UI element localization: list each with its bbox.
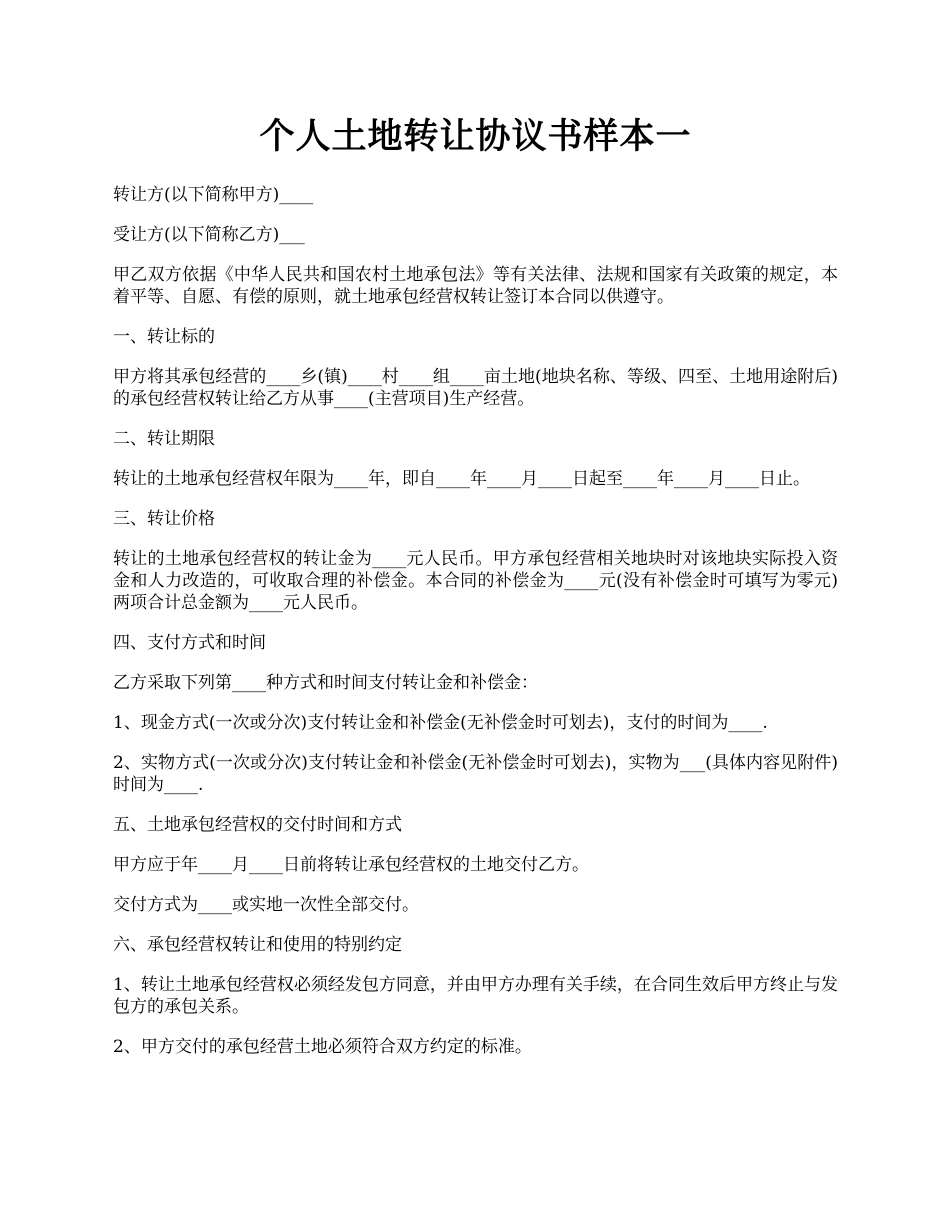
section-6-item-1: 1、转让土地承包经营权必须经发包方同意，并由甲方办理有关手续，在合同生效后甲方终止与发包方的承包关系。 (113, 975, 838, 1017)
section-3-paragraph: 转让的土地承包经营权的转让金为____元人民币。甲方承包经营相关地块时对该地块实际投入资金和人力改造的，可收取合理的补偿金。本合同的补偿金为____元(没有补偿金时可填写为零元)两项合计总金额为____元人民币。 (113, 549, 838, 613)
section-heading-4: 四、支付方式和时间 (113, 633, 266, 653)
section-4-item-2: 2、实物方式(一次或分次)支付转让金和补偿金(无补偿金时可划去)，实物为___(具体内容见附件)时间为____. (113, 753, 838, 795)
section-heading-5: 五、土地承包经营权的交付时间和方式 (113, 815, 402, 835)
document-body (113, 184, 838, 1058)
document-title: 个人土地转让协议书样本一 (259, 116, 692, 157)
party-a-line: 转让方(以下简称甲方)____ (113, 185, 314, 205)
section-5-paragraph-1: 甲方应于年____月____日前将转让承包经营权的土地交付乙方。 (113, 855, 589, 875)
section-2-paragraph: 转让的土地承包经营权年限为____年，即自____年____月____日起至____年____月____日止。 (113, 469, 810, 489)
section-heading-6: 六、承包经营权转让和使用的特别约定 (113, 935, 402, 955)
section-heading-2: 二、转让期限 (113, 429, 215, 449)
section-1-paragraph: 甲方将其承包经营的____乡(镇)____村____组____亩土地(地块名称、等级、四至、土地用途附后)的承包经营权转让给乙方从事____(主营项目)生产经营。 (113, 367, 838, 409)
section-4-paragraph: 乙方采取下列第____种方式和时间支付转让金和补偿金： (113, 673, 538, 693)
section-5-paragraph-2: 交付方式为____或实地一次性全部交付。 (113, 895, 419, 915)
section-6-item-2: 2、甲方交付的承包经营土地必须符合双方约定的标准。 (113, 1037, 532, 1057)
preamble-paragraph: 甲乙双方依据《中华人民共和国农村土地承包法》等有关法律、法规和国家有关政策的规定，本着平等、自愿、有偿的原则，就土地承包经营权转让签订本合同以供遵守。 (113, 265, 838, 307)
section-heading-3: 三、转让价格 (113, 509, 215, 529)
party-b-line: 受让方(以下简称乙方)___ (113, 225, 305, 245)
section-4-item-1: 1、现金方式(一次或分次)支付转让金和补偿金(无补偿金时可划去)，支付的时间为____. (113, 713, 768, 733)
section-heading-1: 一、转让标的 (113, 327, 215, 347)
